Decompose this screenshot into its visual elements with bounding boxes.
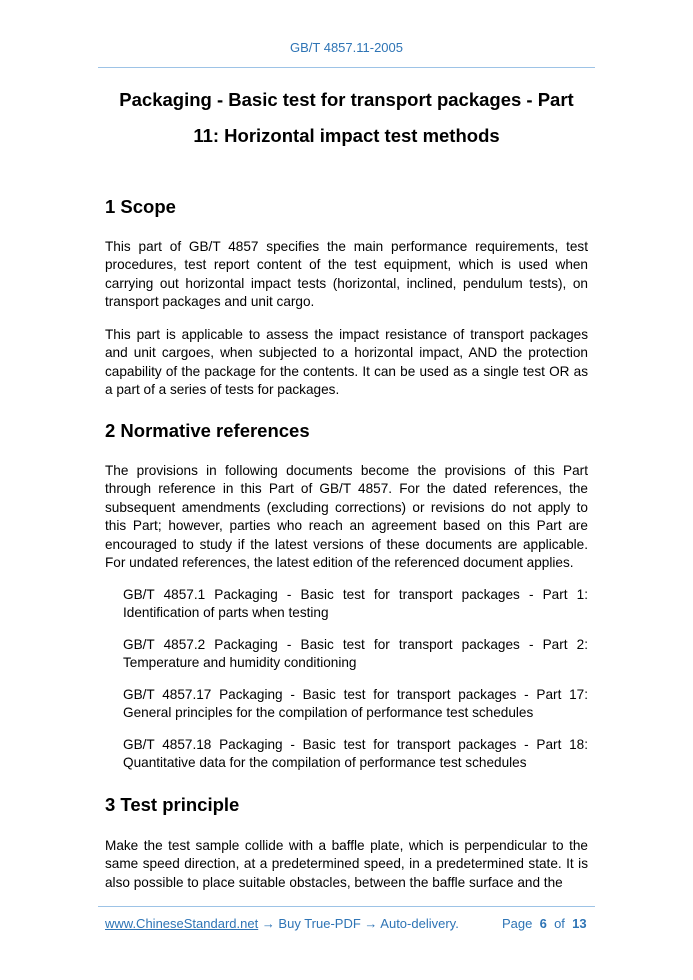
document-title-line-2: 11: Horizontal impact test methods [193, 125, 500, 146]
of-label: of [554, 916, 565, 931]
reference-item: GB/T 4857.1 Packaging - Basic test for transport packages - Part 1: Identification of parts when testing [123, 587, 588, 621]
page-label: Page [502, 916, 533, 931]
section-heading-test-principle: 3 Test principle [105, 794, 240, 815]
header-divider [98, 67, 595, 68]
section-heading-scope: 1 Scope [105, 196, 176, 217]
scope-paragraph-2: This part is applicable to assess the impact resistance of transport packages and unit cargoes, when subjected to a horizontal impact, AND the protection capability of the package for the contents. It can be used as a single test OR as a part of a series of tests for packages. [105, 327, 588, 398]
page-indicator [502, 916, 587, 931]
document-title-line-1: Packaging - Basic test for transport packages - Part [119, 89, 574, 110]
test-principle-paragraph: Make the test sample collide with a baffle plate, which is perpendicular to the same speed direction, at a predetermined speed, in a predetermined state. It is also possible to place suitable obstacles, between the baffle surface and the [105, 838, 588, 890]
section-heading-normative-references: 2 Normative references [105, 420, 310, 441]
normative-references-paragraph: The provisions in following documents become the provisions of this Part through reference in this Part of GB/T 4857. For the dated references, the subsequent amendments (excluding corrections) or revisions do not apply to this Part; however, parties who reach an agreement based on this Part are encouraged to study if the latest versions of these documents are applicable. For undated references, the latest edition of the referenced document applies. [105, 463, 588, 571]
reference-item: GB/T 4857.2 Packaging - Basic test for transport packages - Part 2: Temperature and humidity conditioning [123, 637, 588, 671]
reference-item: GB/T 4857.18 Packaging - Basic test for transport packages - Part 18: Quantitative data for the compilation of performance test schedules [123, 737, 588, 771]
footer-promo-text: → Buy True-PDF → Auto-delivery. [258, 916, 459, 931]
website-link[interactable]: www.ChineseStandard.net [105, 916, 259, 931]
total-pages: 13 [572, 916, 587, 931]
scope-paragraph-1: This part of GB/T 4857 specifies the main performance requirements, test procedures, test report content of the test equipment, which is used when carrying out horizontal impact tests (horizontal, inclined, pendulum tests), on transport packages and unit cargo. [105, 239, 588, 310]
footer-promo [105, 916, 459, 931]
reference-item: GB/T 4857.17 Packaging - Basic test for transport packages - Part 17: General principles for the compilation of performance test schedules [123, 687, 588, 721]
running-header: GB/T 4857.11-2005 [290, 40, 403, 55]
current-page: 6 [539, 916, 547, 931]
footer-divider [98, 906, 595, 907]
